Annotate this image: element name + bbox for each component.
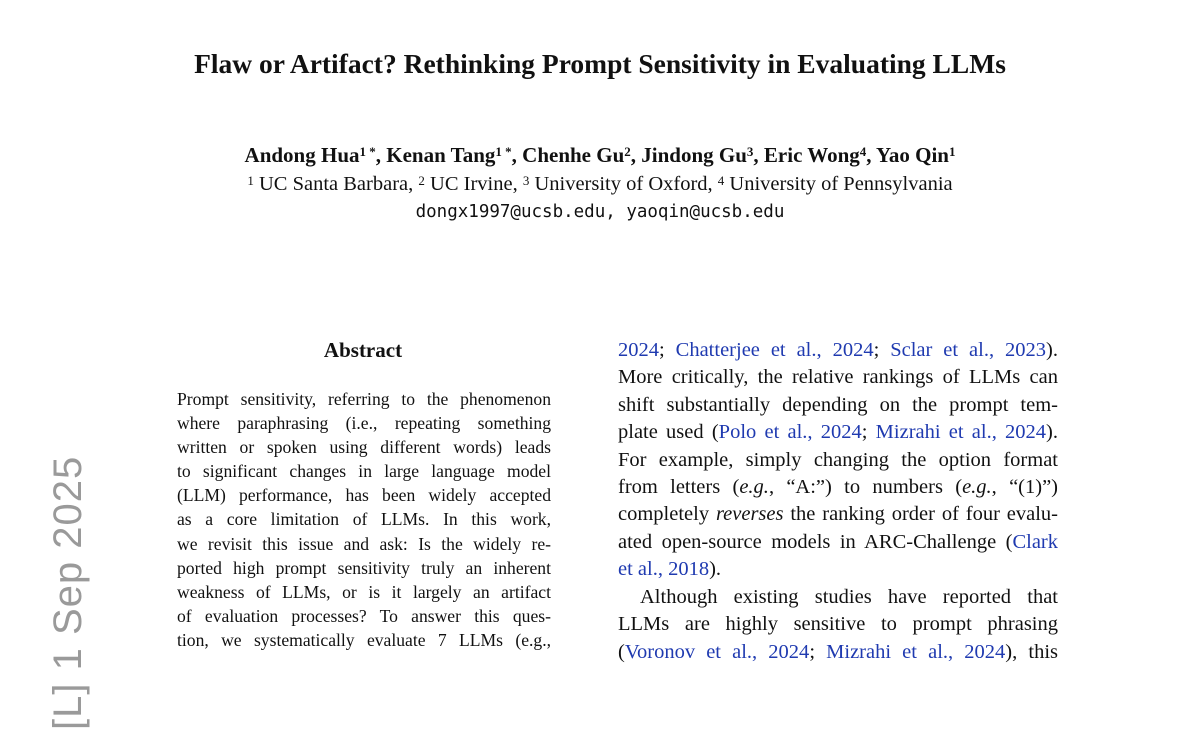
abstract-line: weakness of LLMs, or is it largely an artifact (177, 581, 551, 602)
affil-sup: 3 (522, 173, 530, 188)
abstract-line: we revisit this issue and ask: Is the widely re- (177, 533, 551, 554)
body-line: For example, simply changing the option format (618, 448, 1058, 471)
author-name: Andong Hua (244, 143, 360, 167)
affil-sup: 4 (717, 173, 725, 188)
citation-link[interactable]: Sclar et al., 2023 (890, 339, 1047, 361)
author-name: Kenan Tang (386, 143, 496, 167)
citation-link[interactable]: Clark (1012, 530, 1058, 553)
text-span: , “(1)”) (991, 476, 1058, 499)
body-line (618, 556, 1058, 583)
italic-text: reverses (715, 503, 784, 526)
punctuation: ). (709, 558, 722, 581)
citation-link[interactable]: Mizrahi et al., 2024 (875, 421, 1047, 444)
citation-link[interactable]: Mizrahi et al., 2024 (826, 640, 1006, 663)
author-sup: 3 (746, 144, 754, 159)
separator: ; (861, 421, 876, 444)
abstract-heading: Abstract (323, 338, 403, 362)
author-sup: 2 (624, 144, 631, 159)
abstract-line: written or spoken using different words) leads (177, 437, 551, 458)
intro-paragraph-1 (618, 337, 1058, 584)
body-line (618, 529, 1058, 556)
author-name: Eric Wong (763, 143, 860, 167)
author-sup: 4 (859, 144, 867, 159)
author-name: Yao Qin (876, 143, 949, 167)
abstract-line: to significant changes in large language model (177, 461, 551, 482)
body-line (618, 419, 1058, 446)
citation-link[interactable]: et al., 2018 (618, 558, 710, 581)
punctuation: ). (1046, 421, 1058, 444)
citation-link[interactable]: 2024 (618, 339, 659, 361)
abstract-line: as a core limitation of LLMs. In this work, (177, 509, 551, 530)
abstract-line: Prompt sensitivity, referring to the phenomenon (177, 389, 551, 409)
separator: ; (659, 339, 676, 361)
author-list: Andong Hua$^{1 *}$, Kenan Tang$^{1 *}$, Chenhe Gu$^2$, Jindong Gu$^3$, Eric Wong$^4$, Yao Qin$^1$ (244, 143, 956, 167)
abstract-line: of evaluation processes? To answer this ques- (177, 605, 551, 626)
author-name: Chenhe Gu (522, 143, 625, 167)
affiliation: University of Pennsylvania (729, 173, 953, 195)
body-line (618, 337, 1058, 364)
text-span: ated open-source models in ARC-Challenge ( (618, 530, 1013, 553)
text-span: , “A:”) to numbers ( (768, 476, 963, 499)
paper-title: Flaw or Artifact? Rethinking Prompt Sensitivity in Evaluating LLMs (194, 48, 1006, 79)
affiliation-list (0, 170, 1200, 198)
citation-link[interactable]: Polo et al., 2024 (718, 421, 862, 444)
author-sup: 1 * (495, 144, 512, 159)
abstract-body (177, 387, 551, 652)
body-line (618, 501, 1058, 528)
body-line: More critically, the relative rankings of LLMs can (618, 366, 1058, 389)
author-sup: 1 * (359, 144, 376, 159)
italic-text: e.g. (739, 476, 769, 499)
intro-paragraph-2 (618, 584, 1058, 666)
abstract-line: ported high prompt sensitivity truly an inherent (177, 557, 551, 578)
text-span: from letters ( (618, 476, 740, 499)
citation-link[interactable]: Chatterjee et al., 2024 (675, 339, 874, 361)
abstract-line: tion, we systematically evaluate 7 LLMs (e.g., (177, 629, 551, 650)
author-name: Jindong Gu (641, 143, 747, 167)
author-emails: dongx1997@ucsb.edu, yaoqin@ucsb.edu (415, 202, 785, 222)
body-line (618, 474, 1058, 501)
affiliation: UC Santa Barbara, (258, 173, 414, 195)
separator: ; (809, 640, 827, 663)
affiliation: UC Irvine, (430, 173, 518, 195)
italic-text: e.g. (962, 476, 992, 499)
text-span: ( (618, 640, 625, 663)
affil-sup: 2 (418, 173, 425, 188)
text-span: plate used ( (618, 421, 719, 444)
affil-sup: 1 (247, 173, 254, 188)
abstract-line: (LLM) performance, has been widely accepted (177, 485, 551, 506)
punctuation: ). (1046, 339, 1058, 361)
body-line: shift substantially depending on the prompt tem- (618, 393, 1058, 416)
body-line: LLMs are highly sensitive to prompt phrasing (618, 613, 1058, 636)
text-span: completely (618, 503, 716, 526)
body-line (618, 639, 1058, 666)
author-sup: 1 (948, 144, 956, 159)
text-span: the ranking order of four evalu- (783, 503, 1058, 526)
body-line: Although existing studies have reported that (640, 586, 1058, 608)
citation-link[interactable]: Voronov et al., 2024 (624, 640, 810, 663)
arxiv-stamp: [L] 1 Sep 2025 (46, 455, 90, 730)
text-span: ), this (1005, 640, 1059, 663)
abstract-line: where paraphrasing (i.e., repeating something (177, 413, 551, 434)
separator: ; (873, 339, 891, 361)
affiliation: University of Oxford, (534, 173, 713, 195)
